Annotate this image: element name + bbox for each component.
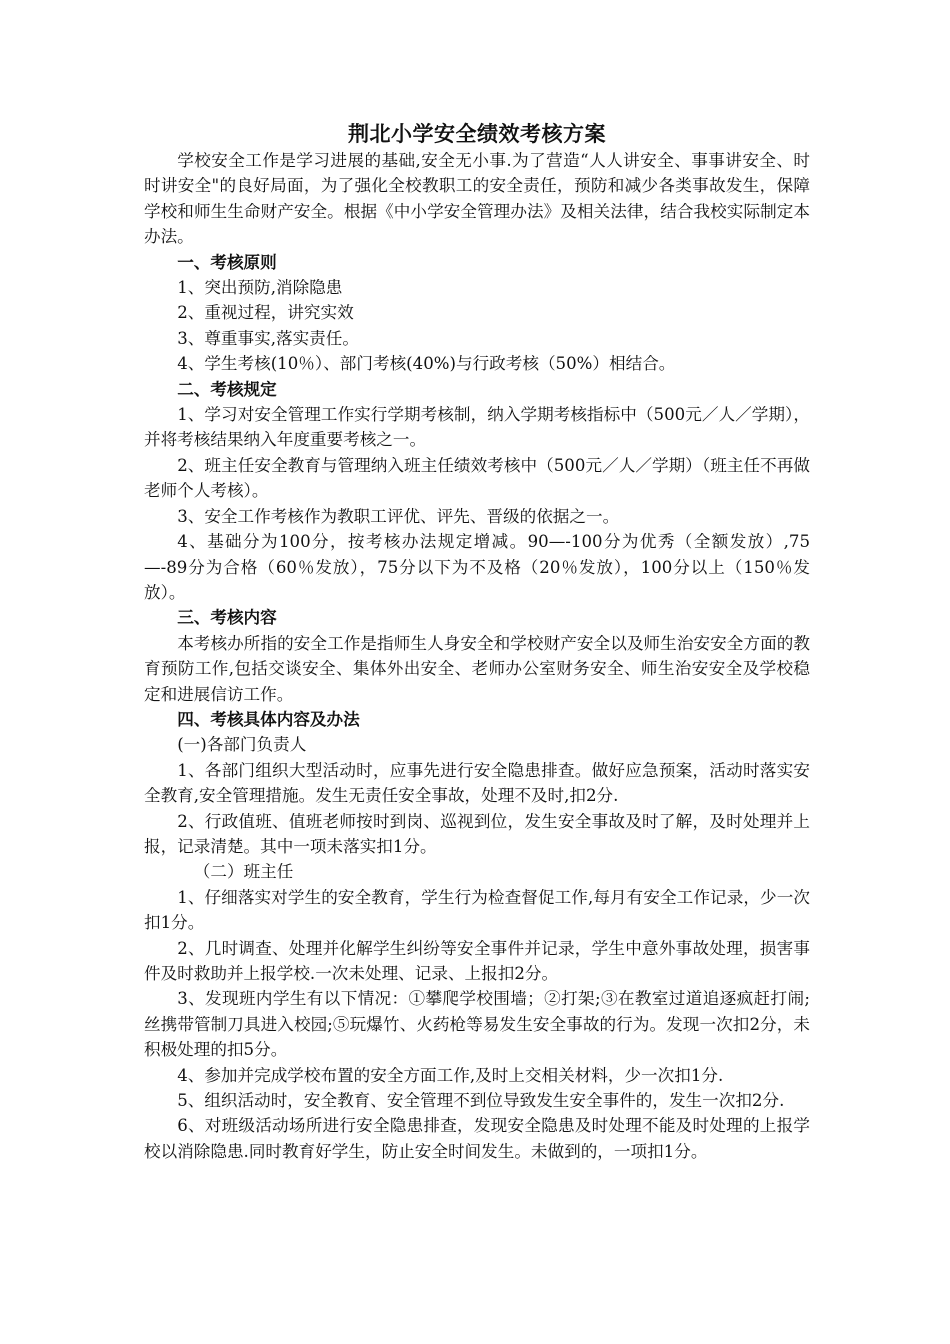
paragraph: 4、基础分为100分，按考核办法规定增减。90—-100分为优秀（全额发放）,75—-89分为合格（60％发放），75分以下为不及格（20％发放），100分以上（150％发放）。 <box>144 532 810 602</box>
paragraph: 3、尊重事实,落实责任。 <box>177 328 359 348</box>
paragraph: 1、突出预防,消除隐患 <box>177 278 343 298</box>
paragraph: 6、对班级活动场所进行安全隐患排查，发现安全隐患及时处理不能及时处理的上报学校以消除隐患.同时教育好学生，防止安全时间发生。未做到的，一项扣1分。 <box>144 1116 810 1161</box>
section-heading: 二、考核规定 <box>177 379 277 399</box>
paragraph: 5、组织活动时，安全教育、安全管理不到位导致发生安全事件的，发生一次扣2分. <box>177 1091 785 1111</box>
paragraph: (一)各部门负责人 <box>177 735 307 755</box>
document-body <box>144 148 810 1164</box>
paragraph: 本考核办所指的安全工作是指师生人身安全和学校财产安全以及师生治安安全方面的教育预防工作,包括交谈安全、集体外出安全、老师办公室财务安全、师生治安安全及学校稳定和进展信访工作。 <box>144 633 810 704</box>
paragraph: 4、参加并完成学校布置的安全方面工作,及时上交相关材料，少一次扣1分. <box>177 1065 724 1085</box>
document-page <box>144 118 810 1164</box>
paragraph: 2、几时调查、处理并化解学生纠纷等安全事件并记录，学生中意外事故处理，损害事件及时救助并上报学校.一次未处理、记录、上报扣2分。 <box>144 938 810 983</box>
paragraph: 3、安全工作考核作为教职工评优、评先、晋级的依据之一。 <box>177 506 620 526</box>
section-heading: 四、考核具体内容及办法 <box>177 709 360 729</box>
document-title: 荆北小学安全绩效考核方案 <box>348 122 606 146</box>
subsection-heading: （二）班主任 <box>193 862 294 882</box>
paragraph: 4、学生考核(10％）、部门考核(40%)与行政考核（50%）相结合。 <box>177 354 676 374</box>
paragraph: 2、班主任安全教育与管理纳入班主任绩效考核中（500元／人／学期）（班主任不再做老师个人考核）。 <box>144 455 810 501</box>
paragraph: 1、各部门组织大型活动时，应事先进行安全隐患排查。做好应急预案，活动时落实安全教育,安全管理措施。发生无责任安全事故，处理不及时,扣2分. <box>144 760 810 806</box>
paragraph: 1、学习对安全管理工作实行学期考核制，纳入学期考核指标中（500元／人／学期），并将考核结果纳入年度重要考核之一。 <box>144 405 810 450</box>
paragraph: 2、重视过程，讲究实效 <box>177 303 354 323</box>
paragraph: 3、发现班内学生有以下情况：①攀爬学校围墙；②打架;③在教室过道追逐疯赶打闹;丝携带管制刀具进入校园;⑤玩爆竹、火药枪等易发生安全事故的行为。发现一次扣2分，未积极处理的扣5分。 <box>144 989 810 1060</box>
paragraph: 1、仔细落实对学生的安全教育，学生行为检查督促工作,每月有安全工作记录，少一次扣1分。 <box>144 887 810 933</box>
section-heading: 三、考核内容 <box>177 608 277 628</box>
paragraph: 2、行政值班、值班老师按时到岗、巡视到位，发生安全事故及时了解，及时处理并上报，记录清楚。其中一项未落实扣1分。 <box>144 811 810 856</box>
paragraph: 学校安全工作是学习进展的基础,安全无小事.为了营造“人人讲安全、事事讲安全、时时讲安全"的良好局面，为了强化全校教职工的安全责任，预防和减少各类事故发生，保障学校和师生生命财产安全。根据《中小学安全管理办法》及相关法律，结合我校实际制定本办法。 <box>144 151 810 247</box>
section-heading: 一、考核原则 <box>177 252 277 272</box>
